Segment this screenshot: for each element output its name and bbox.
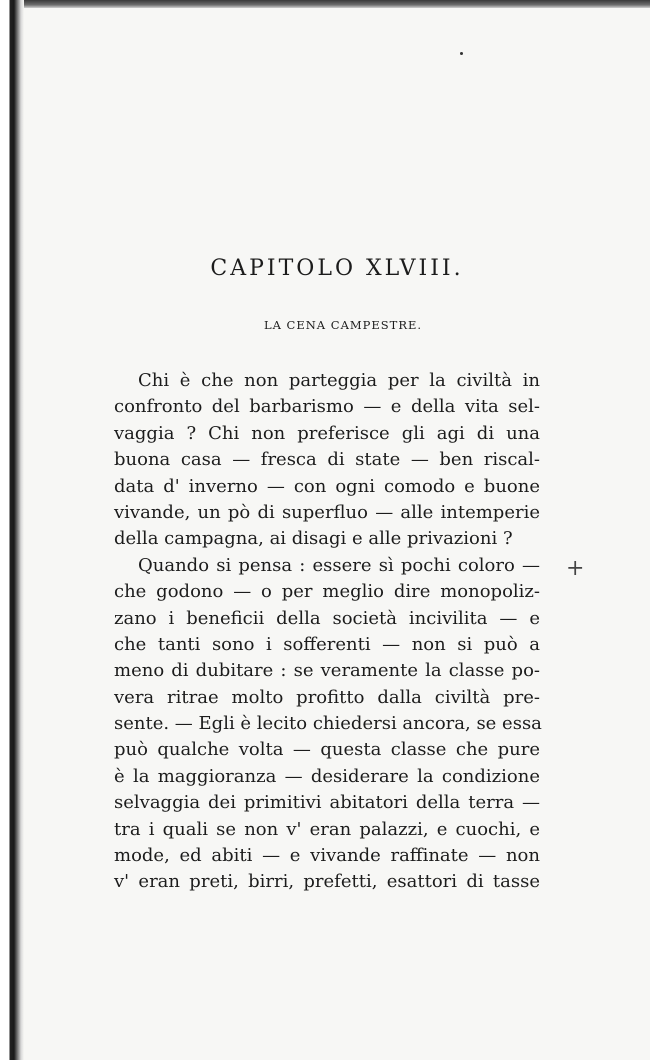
chapter-subtitle: LA CENA CAMPESTRE. <box>263 318 423 332</box>
text-line: che tanti sono i sofferenti — non si può a <box>114 633 540 655</box>
page-top-edge <box>0 0 650 8</box>
text-line: tra i quali se non v' eran palazzi, e cuochi, e <box>114 818 540 840</box>
text-line: data d' inverno — con ogni comodo e buone <box>114 475 540 497</box>
text-line: vaggia ? Chi non preferisce gli agi di una <box>114 422 540 444</box>
text-line: può qualche volta — questa classe che pure <box>114 739 540 761</box>
margin-annotation: + <box>566 556 585 581</box>
text-line: vera ritrae molto profitto dalla civiltà pre- <box>114 686 540 708</box>
text-line: zano i beneficii della società incivilita — e <box>114 607 540 629</box>
text-line: selvaggia dei primitivi abitatori della terra — <box>114 792 540 814</box>
text-line: buona casa — fresca di state — ben riscal- <box>114 449 540 471</box>
text-line: vivande, un pò di superfluo — alle intemperie <box>114 501 540 523</box>
text-line: meno di dubitare : se veramente la classe po- <box>114 660 540 682</box>
text-line: è la maggioranza — desiderare la condizione <box>114 765 540 787</box>
text-line: confronto del barbarismo — e della vita sel- <box>114 396 540 418</box>
page-binding-edge <box>0 0 24 1060</box>
text-line: della campagna, ai disagi e alle privazioni ? <box>114 528 513 550</box>
text-line: mode, ed abiti — e vivande raffinate — non <box>114 845 540 867</box>
chapter-title: CAPITOLO XLVIII. <box>210 256 464 281</box>
body-text <box>114 368 540 896</box>
text-line: sente. — Egli è lecito chiedersi ancora, se essa <box>114 713 542 735</box>
speck <box>460 52 463 55</box>
text-line: v' eran preti, birri, prefetti, esattori di tasse <box>114 871 540 893</box>
text-line: Quando si pensa : essere sì pochi coloro — <box>138 554 540 576</box>
text-line: Chi è che non parteggia per la civiltà in <box>138 370 540 391</box>
text-line: che godono — o per meglio dire monopoliz- <box>114 581 540 603</box>
